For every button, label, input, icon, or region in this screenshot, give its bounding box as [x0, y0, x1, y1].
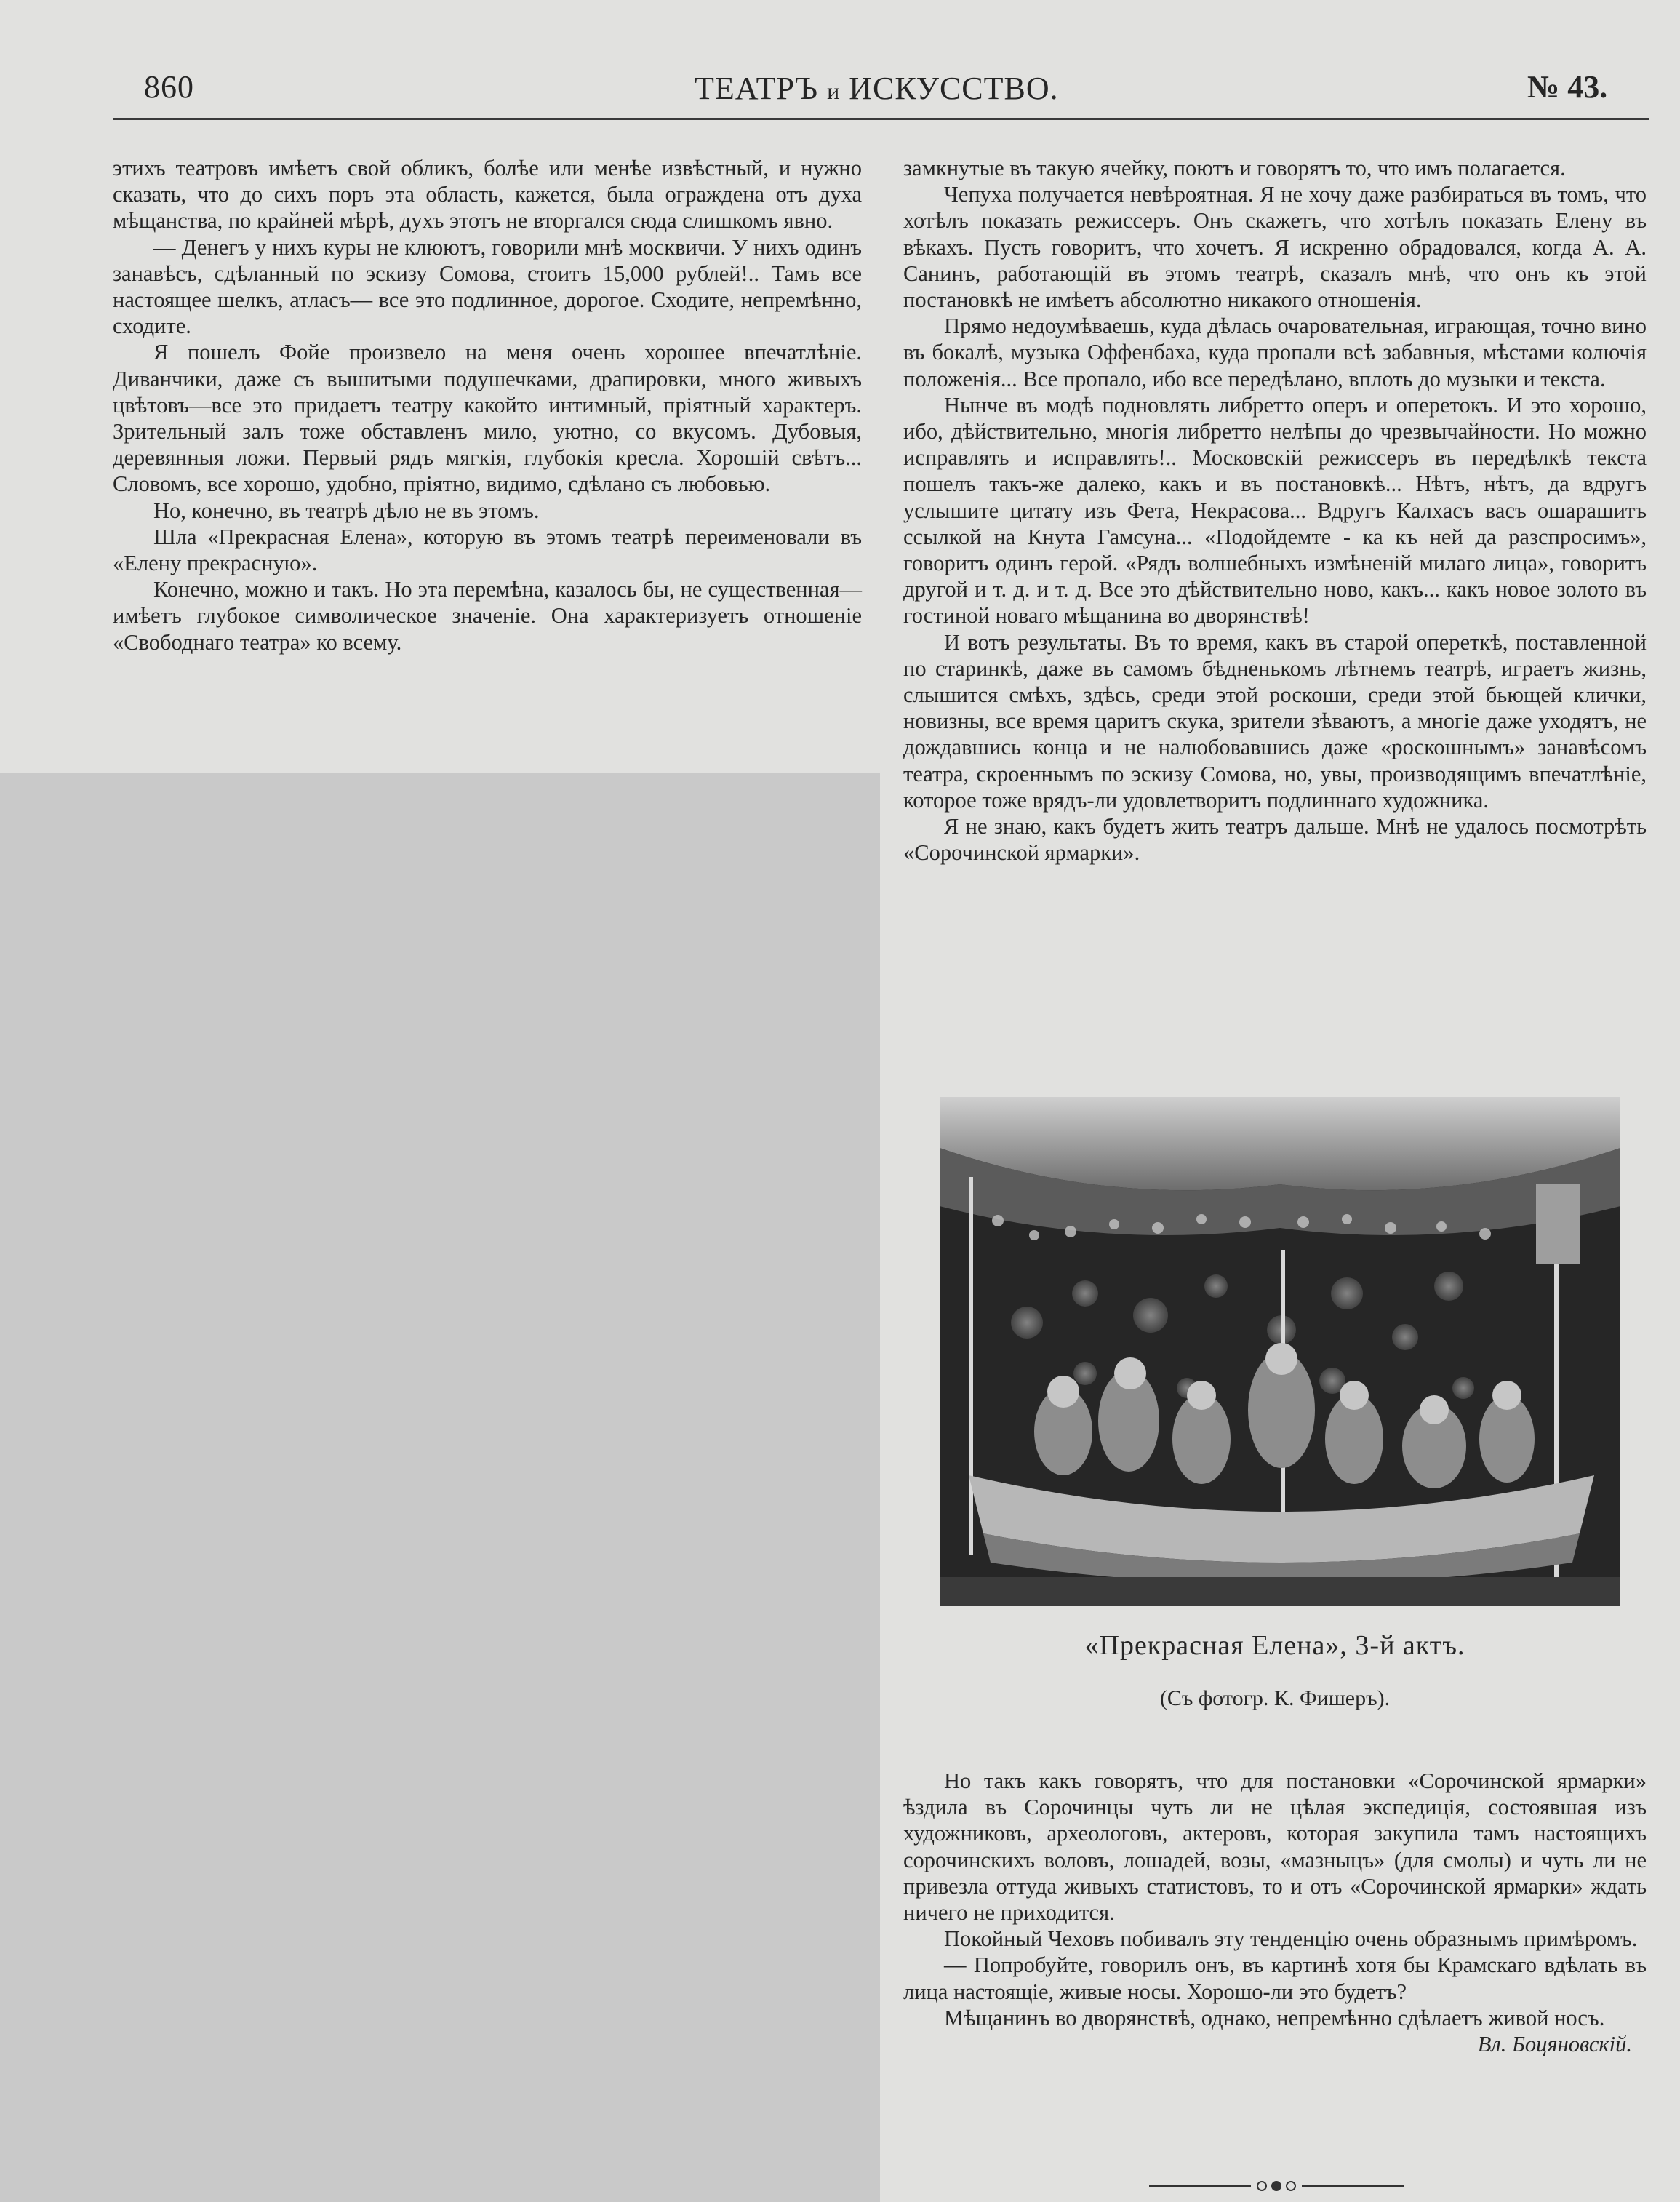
journal-title-conjunction: и: [827, 78, 841, 104]
journal-title: [695, 70, 1059, 107]
author-signature: Вл. Боцяновскій.: [1477, 2032, 1632, 2057]
left-column: [113, 155, 862, 655]
page-number: 860: [144, 69, 194, 105]
stage-photo-illustration: [940, 1097, 1620, 1606]
photo-caption: «Прекрасная Елена», 3-й актъ.: [1084, 1630, 1465, 1661]
photo-credit: (Съ фотогр. К. Фишеръ).: [1159, 1686, 1391, 1710]
paragraph: замкнутые въ такую ячейку, поютъ и говорятъ то, что имъ полагается.: [903, 156, 1566, 180]
paragraph: Покойный Чеховъ побивалъ эту тенденцію очень образнымъ примѣромъ.: [944, 1926, 1638, 1952]
paragraph: Чепуха получается невѣроятная. Я не хочу даже разбираться въ томъ, что хотѣлъ показать режиссеръ. Онъ скажетъ, что хотѣлъ показать Елену въ вѣкахъ. Пусть говоритъ, что хочетъ. Я искренно обрадовался, когда А. А. Санинъ, работающій въ этомъ театрѣ, сказалъ мнѣ, что онъ къ этой постановкѣ не имѣетъ абсолютно никакого отношенія.: [903, 182, 1647, 313]
issue-number: № 43.: [1527, 69, 1608, 105]
header-rule: [113, 118, 1649, 120]
journal-title-part2: ИСКУССТВО.: [849, 71, 1059, 106]
journal-title-part1: ТЕАТРЪ: [695, 71, 819, 106]
paragraph: [903, 2005, 1647, 2057]
paragraph: — Денегъ у нихъ куры не клюютъ, говорили мнѣ москвичи. У нихъ одинъ занавѣсъ, сдѣланный по эскизу Сомова, стоитъ 15,000 рублей!.. Тамъ все настоящее шелкъ, атласъ— все это подлинное, дорогое. Сходите, непремѣнно, сходите.: [113, 234, 862, 339]
paragraph: Нынче въ модѣ подновлять либретто оперъ и оперетокъ. И это хорошо, ибо, дѣйствительно, многія либретто нелѣпы до чрезвычайности. Но можно исправлять и исправлять!.. Московскій режиссеръ въ передѣлкѣ текста пошелъ такъ-же далеко, какъ и въ постановкѣ... Нѣтъ, нѣтъ, да вдругъ услышите цитату изъ Фета, Некрасова... Вдругъ Калхасъ васъ ошарашитъ ссылкой на Кнута Гамсуна... «Подойдемте - ка къ ней да разспросимъ», говоритъ одинъ герой. «Рядъ волшебныхъ измѣненій милаго лица», говоритъ другой и т. д. и т. д. Все это дѣйствительно ново, какъ... какъ новое золото въ гостиной новаго мѣщанина во дворянствѣ!: [903, 392, 1647, 629]
end-ornament: [1149, 2179, 1404, 2193]
paragraph: Шла «Прекрасная Елена», которую въ этомъ театрѣ переименовали въ «Елену прекрасную».: [113, 524, 862, 576]
paragraph: Но такъ какъ говорятъ, что для постановки «Сорочинской ярмарки» ѣздила въ Сорочинцы чуть ли не цѣлая экспедиція, состоявшая изъ художниковъ, археологовъ, актеровъ, которая закупила тамъ настоящихъ сорочинскихъ воловъ, лошадей, возы, «мазныцъ» (для смолы) и чуть ли не привезла оттуда живыхъ статистовъ, то и отъ «Сорочинской ярмарки» ждать ничего не приходится.: [903, 1768, 1647, 1926]
paragraph: Конечно, можно и такъ. Но эта перемѣна, казалось бы, не существенная—имѣетъ глубокое символическое значеніе. Она характеризуетъ отношеніе «Свободнаго театра» ко всему.: [113, 577, 862, 655]
paragraph: Но, конечно, въ театрѣ дѣло не въ этомъ.: [153, 498, 540, 523]
paragraph: — Попробуйте, говорилъ онъ, въ картинѣ хотя бы Крамскаго вдѣлать въ лица настоящіе, живые носы. Хорошо-ли это будетъ?: [903, 1952, 1647, 2004]
closing-sentence: Мѣщанинъ во дворянствѣ, однако, непремѣнно сдѣлаетъ живой носъ.: [944, 2005, 1605, 2030]
right-column: [903, 155, 1647, 866]
stage-photograph: [940, 1097, 1620, 1606]
paragraph: Я пошелъ Фойе произвело на меня очень хорошее впечатлѣніе. Диванчики, даже съ вышитыми подушечками, драпировки, много живыхъ цвѣтовъ—все это придаетъ театру какойто интимный, пріятный характеръ. Зрительный залъ тоже обставленъ мило, уютно, со вкусомъ. Дубовыя, деревянныя ложи. Первый рядъ мягкія, глубокія кресла. Хорошій свѣтъ... Словомъ, все хорошо, удобно, пріятно, видимо, сдѣлано съ любовью.: [113, 340, 862, 497]
bottom-right-column: [903, 1768, 1647, 2057]
paragraph: Прямо недоумѣваешь, куда дѣлась очаровательная, играющая, точно вино въ бокалѣ, музыка Оффенбаха, куда пропали всѣ забавныя, мѣстами колючія положенія... Все пропало, ибо все передѣлано, вплоть до музыки и текста.: [903, 314, 1647, 391]
paragraph: этихъ театровъ имѣетъ свой обликъ, болѣе или менѣе извѣстный, и нужно сказать, что до сихъ поръ эта область, кажется, была ограждена отъ духа мѣщанства, по крайней мѣрѣ, духъ этотъ не вторгался сюда слишкомъ явно.: [113, 156, 862, 234]
paragraph: И вотъ результаты. Въ то время, какъ въ старой опереткѣ, поставленной по старинкѣ, даже въ самомъ бѣдненькомъ лѣтнемъ театрѣ, играетъ жизнь, слышится смѣхъ, здѣсь, среди этой роскоши, среди этой бьющей клички, новизны, все время царитъ скука, зрители зѣваютъ, а многіе даже уходятъ, не дождавшись конца и не налюбовавшись даже «роскошнымъ» занавѣсомъ театра, скроеннымъ по эскизу Сомова, но, увы, производящимъ впечатлѣніе, которое тоже врядъ-ли удовлетворитъ подлиннаго художника.: [903, 629, 1647, 813]
paragraph: Я не знаю, какъ будетъ жить театръ дальше. Мнѣ не удалось посмотрѣть «Сорочинской ярмарки».: [903, 814, 1647, 866]
